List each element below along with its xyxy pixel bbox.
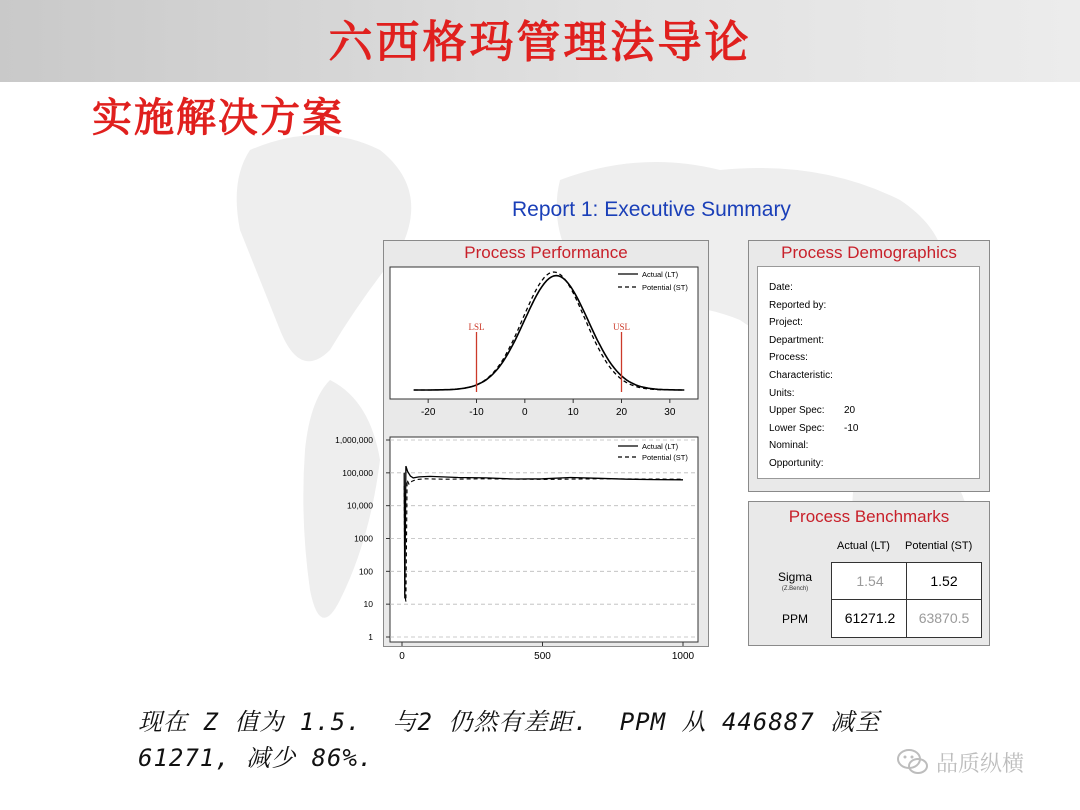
- report-title: Report 1: Executive Summary: [512, 198, 791, 221]
- col-header-actual: Actual (LT): [837, 540, 890, 552]
- process-benchmarks-title: Process Benchmarks: [788, 507, 950, 526]
- conclusion-line-2: 61271, 减少 86%.: [138, 744, 374, 772]
- process-demographics-panel: [748, 240, 990, 492]
- wechat-icon: [896, 747, 930, 777]
- demographics-label: Project:: [769, 317, 803, 329]
- plot-area: [390, 437, 698, 642]
- col-header-potential: Potential (ST): [905, 540, 973, 552]
- x-tick-label: 0: [399, 651, 405, 662]
- demographics-value: 20: [844, 405, 856, 417]
- x-tick-label: -20: [420, 407, 436, 418]
- x-tick-label: 20: [615, 407, 628, 418]
- x-tick-label: 10: [567, 407, 579, 418]
- process-demographics-title: Process Demographics: [781, 243, 957, 262]
- x-tick-label: -10: [469, 407, 484, 418]
- row-subheader-zbench: (Z.Bench): [781, 586, 809, 592]
- y-tick-label: 10: [363, 599, 373, 610]
- row-header-sigma: Sigma: [777, 570, 812, 584]
- y-tick-label: 100: [358, 566, 373, 577]
- x-tick-label: 0: [522, 407, 528, 418]
- sigma-actual-cell: 1.54: [831, 562, 909, 600]
- distribution-chart: [390, 267, 698, 418]
- legend-label: Potential (ST): [642, 453, 688, 462]
- y-tick-label: 1000: [354, 533, 373, 544]
- process-benchmarks-panel: [748, 501, 990, 646]
- slide-title: 六西格玛管理法导论: [328, 17, 752, 68]
- conclusion-line-1: 现在 Z 值为 1.5. 与2 仍然有差距. PPM 从 446887 减至: [138, 708, 881, 736]
- slide-subtitle: 实施解决方案: [92, 95, 344, 141]
- y-tick-label: 10,000: [347, 500, 373, 511]
- demographics-label: Opportunity:: [769, 458, 824, 469]
- legend-label: Potential (ST): [642, 283, 688, 292]
- ppm-potential-cell: 63870.5: [906, 599, 982, 638]
- y-tick-label: 100,000: [342, 467, 373, 478]
- demographics-label: Process:: [769, 352, 808, 364]
- ppm-actual-cell: 61271.2: [831, 599, 909, 638]
- spec-limit-label: USL: [612, 322, 631, 332]
- legend-label: Actual (LT): [642, 270, 679, 279]
- spec-limit-label: LSL: [468, 322, 485, 332]
- demographics-label: Reported by:: [769, 299, 827, 311]
- demographics-label: Characteristic:: [769, 370, 833, 381]
- watermark-text: 品质纵横: [936, 751, 1025, 777]
- demographics-label: Nominal:: [769, 440, 809, 452]
- demographics-label: Date:: [769, 282, 793, 293]
- x-tick-label: 500: [534, 651, 551, 662]
- demographics-label: Lower Spec:: [769, 422, 825, 434]
- demographics-label: Units:: [769, 387, 795, 399]
- demographics-box: [757, 266, 980, 479]
- x-tick-label: 30: [664, 407, 676, 418]
- sigma-potential-cell: 1.52: [906, 562, 982, 600]
- row-header-ppm: PPM: [781, 612, 808, 626]
- ppm-log-chart: [335, 435, 698, 662]
- process-performance-title: Process Performance: [464, 243, 628, 262]
- demographics-label: Upper Spec:: [769, 405, 825, 417]
- demographics-value: -10: [844, 422, 859, 434]
- y-tick-label: 1: [368, 632, 373, 642]
- y-tick-label: 1,000,000: [335, 435, 373, 445]
- x-tick-label: 1000: [671, 651, 695, 662]
- legend-label: Actual (LT): [642, 442, 679, 451]
- watermark: [896, 744, 1024, 780]
- demographics-label: Department:: [769, 334, 825, 346]
